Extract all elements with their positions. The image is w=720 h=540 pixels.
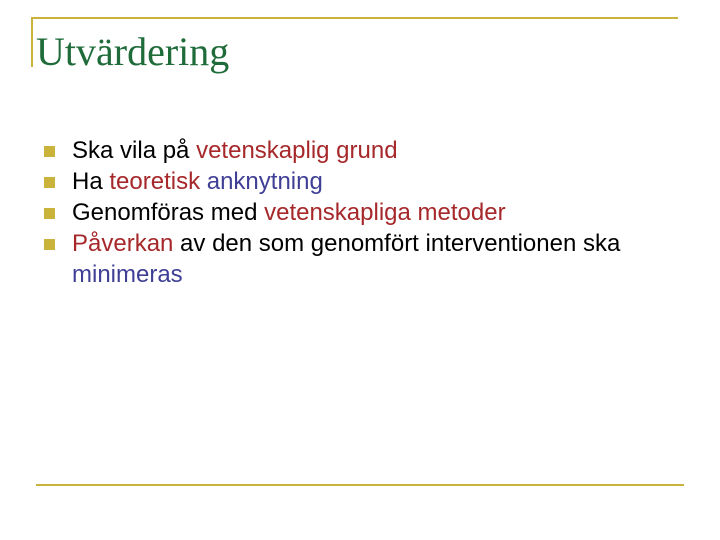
square-bullet-icon: [44, 177, 55, 188]
bullet-list: [44, 135, 684, 290]
bullet-item: [44, 228, 684, 290]
bullet-item: [44, 135, 684, 166]
bullet-text: Ha: [72, 168, 110, 195]
bullet-highlight-text: minimeras: [72, 261, 183, 288]
square-bullet-icon: [44, 239, 55, 250]
bullet-item: [44, 197, 684, 228]
bullet-highlight-text: anknytning: [206, 168, 323, 195]
bullet-highlight-text: teoretisk: [109, 168, 201, 195]
bullet-text: av den som genomfört interventionen ska: [173, 230, 621, 257]
slide-title: Utvärdering: [36, 29, 230, 74]
frame-top-line: [32, 17, 678, 19]
bullet-highlight-text: vetenskaplig grund: [196, 137, 398, 164]
frame-left-line: [31, 17, 33, 67]
bullet-text: Genomföras med: [72, 199, 265, 226]
square-bullet-icon: [44, 208, 55, 219]
bullet-item: [44, 166, 684, 197]
bullet-highlight-text: Påverkan: [72, 230, 174, 257]
bullet-text: [200, 168, 207, 195]
bullet-text: Ska vila på: [72, 137, 197, 164]
square-bullet-icon: [44, 146, 55, 157]
bullet-highlight-text: vetenskapliga metoder: [264, 199, 506, 226]
frame-bottom-line: [36, 484, 684, 486]
